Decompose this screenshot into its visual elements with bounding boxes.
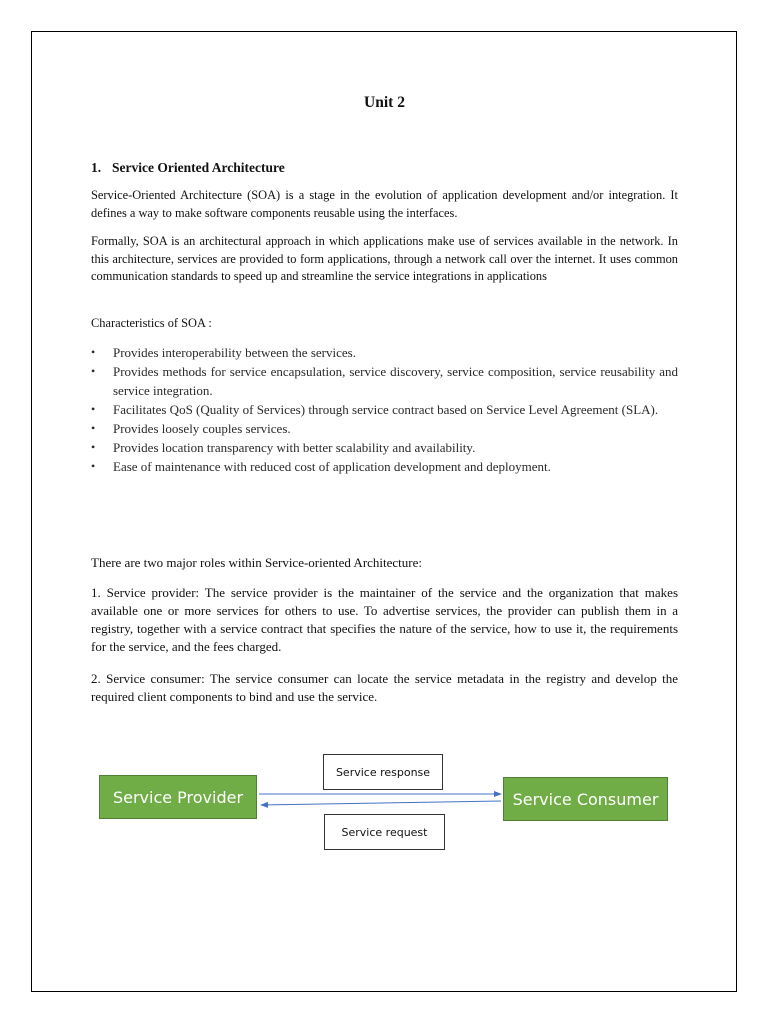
- service-response-label: Service response: [323, 754, 443, 790]
- roles-intro: There are two major roles within Service-oriented Architecture:: [91, 555, 423, 570]
- section-number: 1.: [91, 160, 102, 175]
- characteristics-label: Characteristics of SOA :: [91, 316, 212, 330]
- service-request-label: Service request: [324, 814, 445, 850]
- bullet-icon: •: [91, 421, 96, 435]
- bullet-icon: •: [91, 402, 96, 416]
- list-item: • Provides loosely couples services.: [91, 421, 291, 436]
- list-item: • Facilitates QoS (Quality of Services) through service contract based on Service Level Agreement (SLA).: [91, 402, 659, 417]
- consumer-paragraph: 2. Service consumer: The service consumer can locate the service metadata in the registry and develop the required client components to bind and use the service.: [91, 671, 678, 704]
- list-item: • Ease of maintenance with reduced cost of application development and deployment.: [91, 459, 551, 474]
- list-item: • Provides methods for service encapsulation, service discovery, service composition, service reusability and service integration.: [91, 364, 678, 398]
- intro-paragraph: Service-Oriented Architecture (SOA) is a stage in the evolution of application development and/or integration. It defines a way to make software components reusable using the interfaces.: [91, 188, 678, 220]
- service-provider-box: Service Provider: [99, 775, 257, 819]
- section-title: Service Oriented Architecture: [112, 160, 285, 175]
- section-heading: [91, 160, 285, 176]
- provider-paragraph: 1. Service provider: The service provider is the maintainer of the service and the organization that makes available one or more services for others to use. To advertise services, the provider can publish them in a registry, together with a service contract that specifies the nature of the service, how to use it, the requirements for the service, and the fees charged.: [91, 585, 678, 654]
- list-item: • Provides location transparency with better scalability and availability.: [91, 440, 476, 455]
- bullet-icon: •: [91, 345, 96, 359]
- bullet-icon: •: [91, 440, 96, 454]
- list-item: • Provides interoperability between the services.: [91, 345, 356, 360]
- formal-paragraph: Formally, SOA is an architectural approach in which applications make use of services available in the network. In this architecture, services are provided to form applications, through a network call over the internet. It uses common communication standards to speed up and streamline the service integrations in applications: [91, 234, 678, 283]
- bullet-icon: •: [91, 459, 96, 473]
- request-arrow: [261, 801, 501, 805]
- service-consumer-box: Service Consumer: [503, 777, 668, 821]
- bullet-icon: •: [91, 364, 96, 378]
- document-page: [31, 31, 737, 992]
- characteristics-list: [91, 343, 678, 476]
- unit-title: Unit 2: [364, 94, 405, 111]
